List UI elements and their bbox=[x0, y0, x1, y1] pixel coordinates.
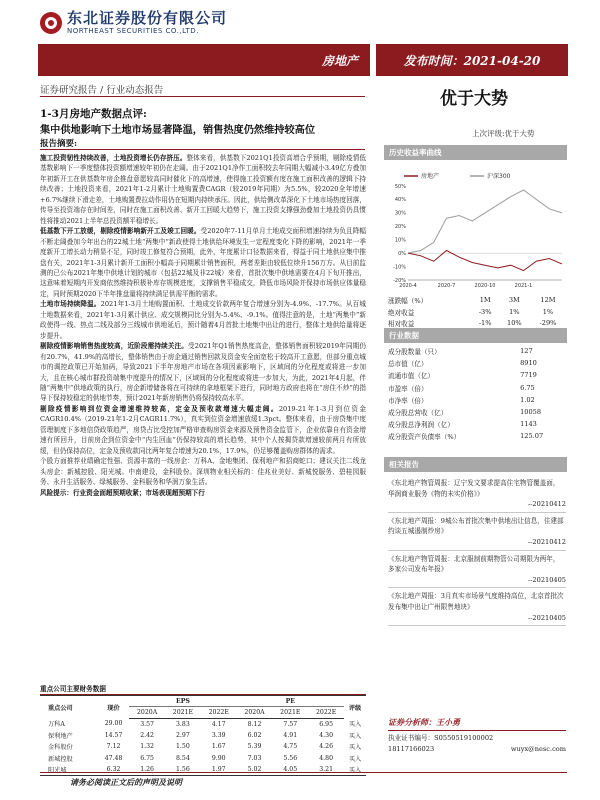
table-row: 绝对收益 -3% 1% 1% bbox=[388, 307, 554, 317]
col-year: 2020A bbox=[237, 707, 273, 718]
table-row: 市净率（倍） 1.02 bbox=[388, 395, 535, 405]
col-year: 2022E bbox=[201, 707, 237, 718]
paragraph: 施工投资韧性持续改善，土地投资增长仍存挤压。整体来看，供基数下2021Q1投资高增合乎预期，剔除疫情低基数影响下一季度整体投资额增速较年初仍在走阔。由于2021Q1净作工面积较去年同期大幅减小3.49亿方叠加年初新开工在供基数年房企推盘意愿较高同时催化下的高增速，使得施工投资额有度在施工面积改善的逻辑下持续改善；土地投资来看，2021年1-2月累计土地购置费CAGR（较2019年同期）为5.5%，较2020全年增速+6.7%继续下滑走差，土地购置费拉动作用仍在短期内持续承压。因此，供给侧改革深化下土地市场热度回落，传导至投资端存在时间差，同时在施工面积改善、新开工回暖大趋势下，施工投资支撑强劲叠加土地投资仍具惯性将推动2021上半年总投资额平稳增长。 bbox=[40, 154, 366, 225]
chart-svg bbox=[384, 162, 567, 292]
forecast-table bbox=[40, 695, 366, 776]
paragraph: 低基数下开工放缓，剔除疫情影响新开工及竣工回暖。受2020年7-11月单月土地成交面积增速持续为负且降幅不断走阔叠加今年出台的22城土地“两集中”新政使得土地供给环境发生一定程度变化下降的影响，2021年一季度新开工增长动力稍显不足，同时竣工修复符合预期，此外，年度累计口径数据来看，得益于同土地供应集中推盘有关，2021年1-3月累计新开工面积小幅高于同期累计销售面积，两者差距由较低位续升156万方。从目前监测的已公布2021年集中供地计划的城市（包括22城及非22城）来看，首批次集中供地需要在4月下旬开推出，这意味着短期内开发商依然维持积极补库存规模进度，支撑销售平稳成交，降低市场风险并保持市场供应体量稳定，同时预期2020下半年推盘量将持续满足供需平衡的需求。 bbox=[40, 227, 367, 298]
y-tick-label: -20% bbox=[393, 277, 406, 284]
related-report-item[interactable] bbox=[388, 551, 566, 589]
table-row: 金科股份 7.12 1.32 1.50 1.67 5.39 4.75 4.26 买入 bbox=[48, 743, 362, 752]
report-title-line2: 集中供地影响下土地市场显著降温，销售热度仍然维持较高位 bbox=[40, 124, 316, 136]
col-rating: 评级 bbox=[344, 696, 366, 719]
table-row: 流通市值（亿） 7719 bbox=[388, 371, 537, 381]
table-row: 万科A 29.00 3.57 3.83 4.17 8.12 7.57 6.95 买入 bbox=[48, 720, 362, 729]
footer-disclaimer: 请务必阅读正文后的声明及说明 bbox=[40, 772, 567, 788]
related-report-date: --20210405 bbox=[527, 575, 566, 584]
y-tick-label: 40% bbox=[394, 197, 406, 204]
x-tick-label: 2021-1 bbox=[514, 283, 533, 289]
industry-data-table bbox=[388, 345, 566, 443]
x-tick-label: 2020-7 bbox=[437, 283, 456, 289]
breadcrumb: 证券研究报告 / 行业动态报告 bbox=[40, 85, 164, 96]
paragraph: 剔除疫情影响销售热度较高，近阶段需持续关注。受2021年Q1销售热度高企，整体销售面积较2019年同期仍有20.7%，41.9%的高增长，整体销售由于房企通过销售回款及资金安全面宽松于较高开工意愿，但部分重点城市的调控政策已开始加码，导致2021下半年房地产市场在各项因素影响下，区域间的分化程度或将进一步加大，且在核心城市群投资端集中度提升的情况下，区域间的分化程度或将进一步加大，为此，2021年4月起，伴随“两集中”供地政策的执行，房企新增储备将在可持续的拿地框架下进行，同时地方政府也将在“房住不炒”的指导下保持较稳定的供地节奏，预计2021年新房销售仍将保持较高水平。 bbox=[40, 342, 366, 403]
related-report-item[interactable] bbox=[388, 588, 566, 626]
performance-table bbox=[388, 294, 566, 329]
y-tick-label: 10% bbox=[394, 237, 406, 244]
rating: 优于大势 bbox=[440, 89, 508, 109]
table-row: 成分股总营收（亿） 10058 bbox=[388, 408, 542, 418]
x-tick-label: 2020-10 bbox=[474, 283, 496, 289]
analyst-info bbox=[388, 717, 566, 755]
related-reports-heading: 相关报告 bbox=[384, 457, 567, 472]
report-body bbox=[40, 153, 366, 498]
analyst-name: 王小勇 bbox=[436, 717, 460, 727]
y-tick-label: -10% bbox=[393, 264, 406, 271]
table-row: 总市值（亿） 8910 bbox=[388, 359, 537, 369]
legend-label-hs300: 沪深300 bbox=[487, 173, 511, 180]
paragraph: 剔除疫情影响到位资金增速维持较高，定金及预收款增速大幅走阔。2019-21年1-3月到位资金CAGR10.4%（2019-21年1-2月CAGR11.7%），真实到位资金增速放缓1.3pct。整体来看，由于房贷集中度管理制度下多地信贷政策趋严，房贷占比受控加严格审查购房资金来源及预售资金监管下，企业依靠自有资金增速有所回升，目前房企到位资金中“内生回血”仍保持较高的增长趋势，其中个人按揭贷款增速较前两月有所放缓，但仍保持高位，定金及预收款同比两年复合增速为20.1%，17.9%，仍足够覆盖购房群体的需求。 bbox=[40, 404, 366, 455]
paragraph: 土地市场持续降温。2021年1-3月土地购置面积、土地成交价款两年复合增速分别为-4.9%、-17.7%。从百城土地数据来看，2021年1-3月累计供应、成交规模同比分别为-5.4%、-9.1%。值得注意的是，土地“两集中”新政使得一线、热点二线及部分三线城市供地延后，预计随着4月首批土地集中出让的进行，整体土地供给量将逐步提升。 bbox=[40, 300, 366, 340]
related-report-date: --20210405 bbox=[527, 613, 566, 622]
risk-warning: 风险提示：行业资金面超预期收紧；市场表现超预期下行 bbox=[40, 488, 205, 497]
x-tick-label: 2020-4 bbox=[399, 283, 417, 289]
table-row: 保利地产 14.57 2.42 2.97 3.39 6.02 4.91 4.30 买入 bbox=[48, 731, 362, 740]
col-year: 2021E bbox=[272, 707, 308, 718]
analyst-contact bbox=[388, 744, 566, 755]
related-report-title[interactable]: 《东北地产物管周报：北京服制前期物管公司期限为两年，多家公司发布年报》 bbox=[388, 554, 560, 574]
related-report-title[interactable]: 《东北地产周报：3月真实市场景气度维持高位，北京首批次发布集中出让广州限售地块》 bbox=[388, 592, 564, 611]
table-row: 相对收益 -1% 10% -29% bbox=[388, 319, 557, 329]
forecast-heading: 重点公司主要财务数据 bbox=[40, 683, 366, 695]
analyst-heading: 证券分析师：王小勇 bbox=[388, 717, 566, 731]
company-name-en: NORTHEAST SECURITIES CO.,LTD. bbox=[67, 27, 199, 35]
y-tick-label: 0% bbox=[398, 250, 406, 257]
history-chart-heading: 历史收益率曲线 bbox=[384, 145, 567, 160]
related-report-date: --20210412 bbox=[527, 500, 566, 509]
col-company: 重点公司 bbox=[40, 696, 98, 719]
y-tick-label: 50% bbox=[394, 183, 406, 190]
series-line bbox=[408, 190, 562, 253]
related-report-title[interactable]: 《东北地产物管周报：辽宁发文要求提高住宅物管覆盖面，华润商业服务《物的未实价格》》 bbox=[388, 479, 560, 498]
series-line bbox=[408, 251, 562, 271]
y-tick-label: 30% bbox=[394, 210, 406, 217]
paragraph: 个股方面推荐业绩确定性强、资源丰富的一线房企：万科A、金地集团、保利地产和招商蛇口；建议关注二线龙头房企：新城控股、阳光城。中南建设，金科股份。深圳物业相关标的：佳兆业美好、新城悦服务、碧桂园服务、永升生活服务、绿城服务、金科服务和华润万象生活。 bbox=[40, 457, 366, 487]
related-reports-list bbox=[388, 475, 566, 626]
y-tick-label: 20% bbox=[394, 224, 406, 231]
analyst-email[interactable]: wuyx@nesc.com bbox=[510, 745, 566, 753]
x-axis bbox=[399, 280, 562, 289]
company-name-cn: 东北证券股份有限公司 bbox=[67, 9, 228, 27]
header-banner bbox=[38, 44, 568, 76]
industry-data-heading: 行业数据 bbox=[384, 328, 567, 343]
col-year: 2022E bbox=[308, 707, 344, 718]
y-axis bbox=[393, 184, 562, 284]
related-report-date: --20210412 bbox=[527, 537, 566, 546]
table-row: 新城控股 47.48 6.75 8.54 9.90 7.03 5.56 4.80 买入 bbox=[48, 754, 362, 763]
related-report-item[interactable] bbox=[388, 513, 566, 551]
sector-label: 房地产 bbox=[321, 53, 358, 68]
history-return-chart bbox=[384, 162, 567, 292]
legend-label-realestate: 房地产 bbox=[421, 173, 440, 180]
publish-date: 发布时间：2021-04-20 bbox=[403, 53, 541, 68]
summary-heading: 报告摘要: bbox=[40, 137, 365, 150]
table-row: 成分股资产负债率（%） 125.07 bbox=[388, 432, 544, 442]
analyst-phone: 18117166023 bbox=[388, 745, 435, 753]
table-row: 涨跌幅（%） 1M 3M 12M bbox=[388, 295, 556, 305]
col-group-eps: EPS bbox=[129, 696, 236, 707]
analyst-cert: 执业证书编号：S0550519100002 bbox=[388, 734, 494, 742]
last-rating: 上次评级:优于大势 bbox=[472, 129, 535, 138]
related-report-title[interactable]: 《东北地产周报：9城公布首批次集中供地出让信息，住建部约谈五城遏制炒房》 bbox=[388, 516, 564, 536]
logo-mark-icon bbox=[40, 12, 62, 34]
col-year: 2020A bbox=[129, 707, 165, 718]
col-year: 2021E bbox=[165, 707, 201, 718]
table-row: 市盈率（倍） 6.75 bbox=[388, 383, 535, 393]
table-row: 成分股数量（只） 127 bbox=[388, 347, 533, 357]
table-row: 阳光城 6.32 1.26 1.56 1.97 5.02 4.05 3.21 买入 bbox=[40, 764, 366, 775]
series-group bbox=[408, 190, 562, 271]
col-group-pe: PE bbox=[237, 696, 344, 707]
company-logo bbox=[40, 8, 280, 38]
col-price: 现价 bbox=[98, 696, 129, 719]
report-title-line1: 1-3月房地产数据点评: bbox=[40, 108, 147, 120]
table-row: 成分股总净利润（亿） 1143 bbox=[388, 420, 537, 430]
related-report-item[interactable] bbox=[388, 475, 566, 513]
